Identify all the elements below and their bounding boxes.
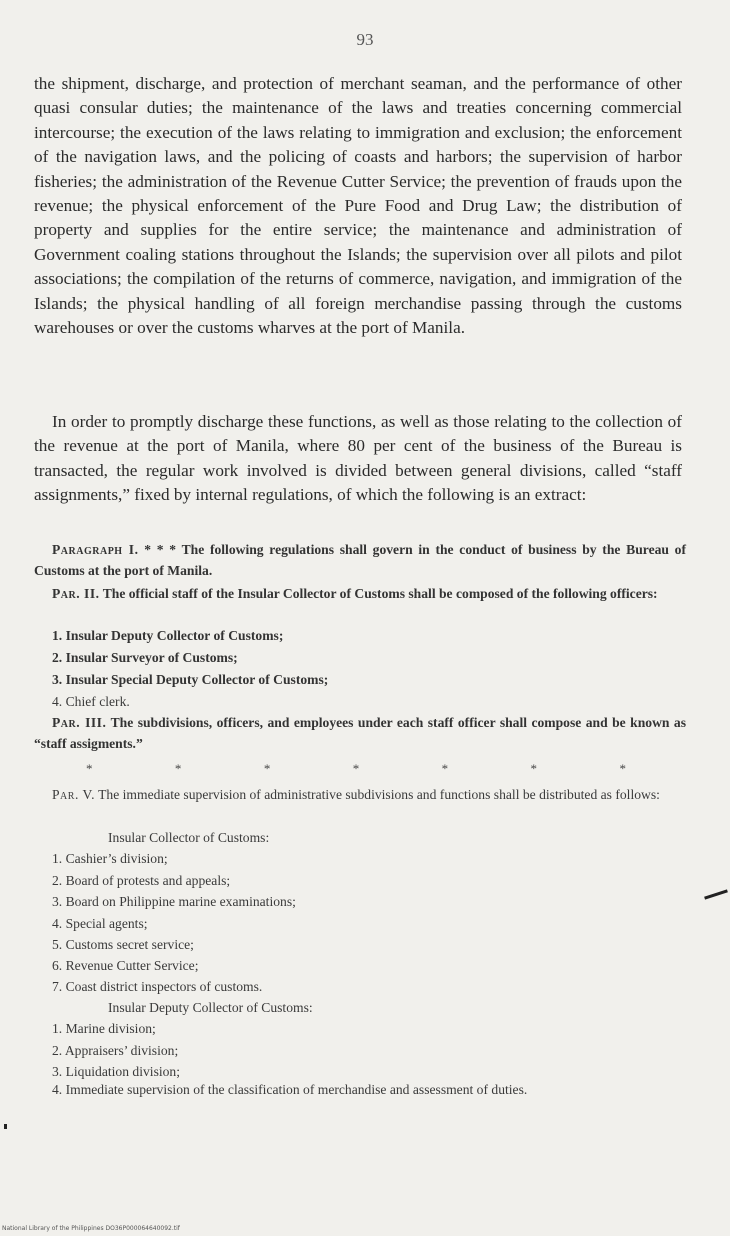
par1-stars: * * * xyxy=(144,542,177,557)
omission-star: * xyxy=(530,761,538,776)
omission-star: * xyxy=(441,761,449,776)
par2-text: The official staff of the Insular Collector of Customs shall be composed of the following officers: xyxy=(102,586,658,601)
scan-footer: National Library of the Philippines DO36P000064640092.tif xyxy=(2,1225,180,1232)
deputy-item-2: 2. Appraisers’ division; xyxy=(52,1043,179,1058)
collector-item-6: 6. Revenue Cutter Service; xyxy=(52,958,199,973)
staff-item-2: 2. Insular Surveyor of Customs; xyxy=(52,650,238,665)
par2-label: Par. II. xyxy=(52,586,100,601)
scan-dot xyxy=(4,1124,7,1129)
collector-item-4: 4. Special agents; xyxy=(52,916,148,931)
omission-star: * xyxy=(619,761,626,776)
extract-paragraph-5 xyxy=(34,785,686,806)
collector-heading: Insular Collector of Customs: xyxy=(108,830,270,845)
staff-item-4: 4. Chief clerk. xyxy=(52,694,130,709)
paragraph-2: In order to promptly discharge these functions, as well as those relating to the collection of the revenue at the port of Manila, where 80 per cent of the business of the Bureau is transacted, the regular work involved is divided between general divisions, called “staff assignments,” fixed by internal regulations, of which the following is an extract: xyxy=(34,412,682,505)
deputy-item-4: 4. Immediate supervision of the classification of merchandise and assessment of duties. xyxy=(52,1082,528,1097)
collector-item-2: 2. Board of protests and appeals; xyxy=(52,873,231,888)
collector-item-7: 7. Coast district inspectors of customs. xyxy=(52,979,263,994)
collector-item-5: 5. Customs secret service; xyxy=(52,937,194,952)
par5-label: Par. V. xyxy=(52,787,95,802)
paragraph-1: the shipment, discharge, and protection of merchant seaman, and the performance of other quasi consular duties; the maintenance of the laws and treaties concerning commercial intercourse; the execution of the laws relating to immigration and exclusion; the enforcement of the navigation laws, and the policing of coasts and harbors; the supervision of harbor fisheries; the administration of the Revenue Cutter Service; the prevention of frauds upon the revenue; the physical enforcement of the Pure Food and Drug Law; the distribution of property and supplies for the entire service; the maintenance and administration of Government coaling stations throughout the Islands; the supervision over all pilots and pilot associations; the compilation of the returns of commerce, navigation, and immigration of the Islands; the physical handling of all foreign merchandise passing through the customs warehouses or over the customs wharves at the port of Manila. xyxy=(34,74,682,338)
extract-paragraph-3 xyxy=(34,713,686,754)
staff-item-3: 3. Insular Special Deputy Collector of Customs; xyxy=(52,672,329,687)
deputy-item-1: 1. Marine division; xyxy=(52,1021,156,1036)
omission-star: * xyxy=(174,761,182,776)
omission-stars xyxy=(86,761,626,777)
par1-text: The following regulations shall govern in the conduct of business by the Bureau of Customs at the port of Manila. xyxy=(34,542,687,578)
extract-paragraph-2 xyxy=(34,584,686,605)
collector-item-3: 3. Board on Philippine marine examinations; xyxy=(52,894,296,909)
deputy-heading: Insular Deputy Collector of Customs: xyxy=(108,1000,313,1015)
extract-paragraph-1 xyxy=(34,540,686,581)
staff-item-1: 1. Insular Deputy Collector of Customs; xyxy=(52,628,284,643)
scan-mark xyxy=(704,889,728,899)
par3-text: The subdivisions, officers, and employees under each staff officer shall compose and be known as “staff assigments.” xyxy=(34,715,687,751)
par3-label: Par. III. xyxy=(52,715,107,730)
omission-star: * xyxy=(263,761,271,776)
collector-item-1: 1. Cashier’s division; xyxy=(52,851,168,866)
omission-star: * xyxy=(86,761,93,776)
omission-star: * xyxy=(352,761,360,776)
par5-text: The immediate supervision of administrative subdivisions and functions shall be distributed as follows: xyxy=(98,787,660,802)
page-number: 93 xyxy=(356,30,374,49)
par1-label: Paragraph I. xyxy=(52,542,139,557)
deputy-item-3: 3. Liquidation division; xyxy=(52,1064,181,1079)
